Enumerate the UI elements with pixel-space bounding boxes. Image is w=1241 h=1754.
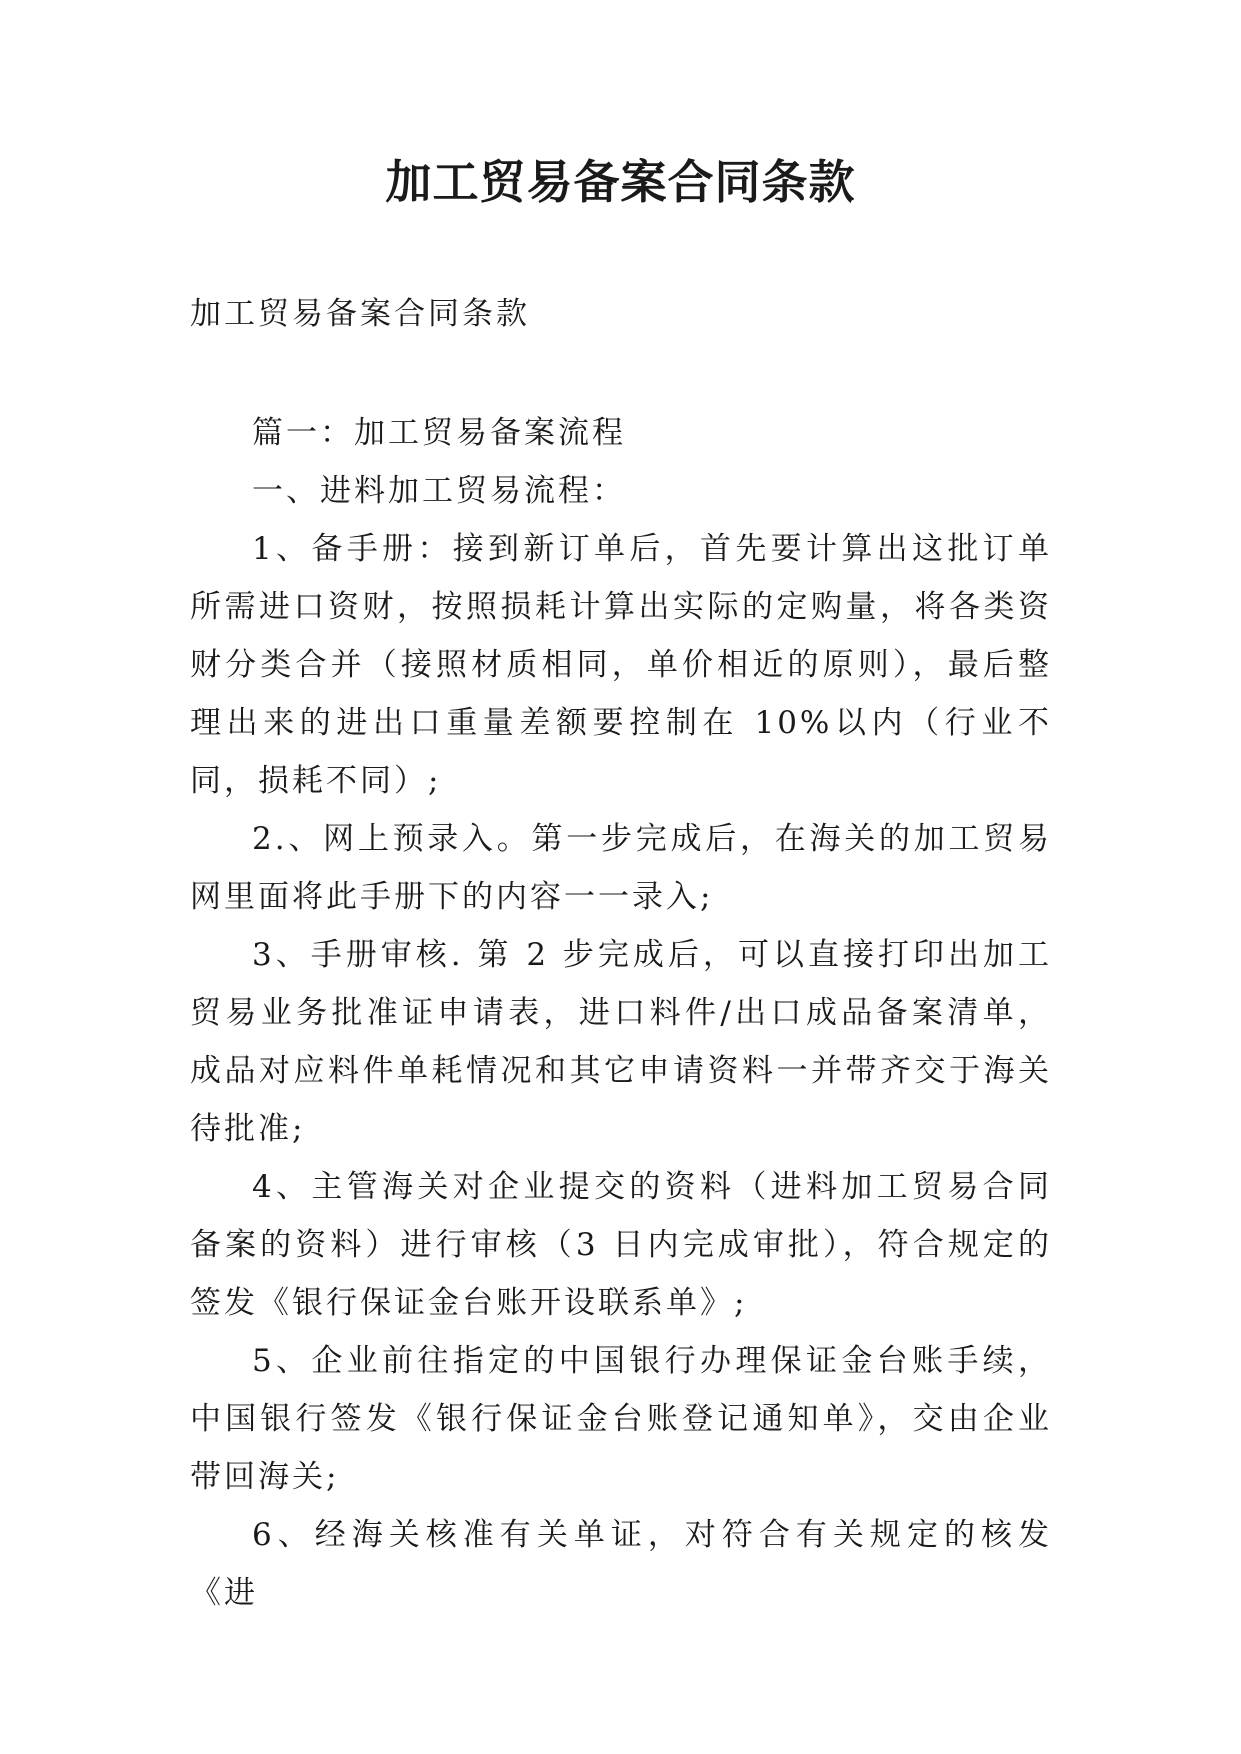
paragraph-step-4: 4、主管海关对企业提交的资料（进料加工贸易合同备案的资料）进行审核（3 日内完成审批），符合规定的签发《银行保证金台账开设联系单》;: [190, 1169, 1052, 1321]
section-heading-import-processing: 一、进料加工贸易流程：: [252, 473, 626, 509]
paragraph-step-3: 3、手册审核. 第 2 步完成后，可以直接打印出加工贸易业务批准证申请表，进口料件/出口成品备案清单，成品对应料件单耗情况和其它申请资料一并带齐交于海关待批准;: [190, 937, 1052, 1147]
paragraph-step-1: 1、备手册：接到新订单后，首先要计算出这批订单所需进口资财，按照损耗计算出实际的定购量，将各类资财分类合并（接照材质相同，单价相近的原则），最后整理出来的进出口重量差额要控制在 10%以内（行业不同，损耗不同）;: [190, 531, 1052, 799]
document-title: 加工贸易备案合同条款: [385, 155, 856, 209]
document-subtitle: 加工贸易备案合同条款: [190, 296, 530, 332]
paragraph-step-5: 5、企业前往指定的中国银行办理保证金台账手续，中国银行签发《银行保证金台账登记通知单》，交由企业带回海关;: [190, 1343, 1052, 1495]
document-body: [190, 404, 1052, 1622]
section-heading-part-one: 篇一：加工贸易备案流程: [252, 415, 626, 451]
paragraph-step-2: 2.、网上预录入。第一步完成后，在海关的加工贸易网里面将此手册下的内容一一录入;: [190, 821, 1052, 915]
paragraph-step-6: 6、经海关核准有关单证，对符合有关规定的核发《进: [190, 1517, 1052, 1611]
